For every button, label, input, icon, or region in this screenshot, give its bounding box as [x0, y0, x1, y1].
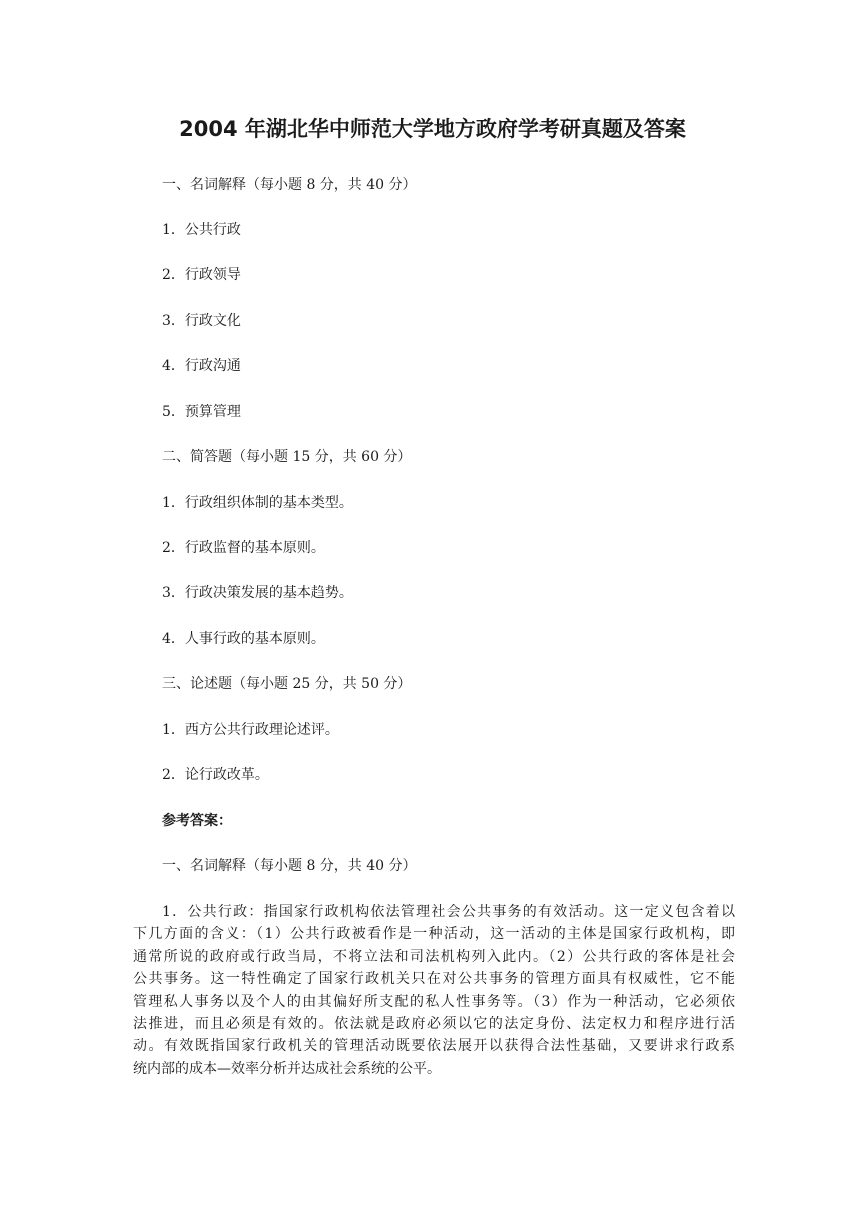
paragraph-line: 通常所说的政府或行政当局，不将立法和司法机构列入此内。（2）公共行政的客体是社会: [133, 948, 735, 965]
answers-section-heading-1: 一、名词解释（每小题 8 分，共 40 分）: [162, 858, 417, 874]
question-item: 1．行政组织体制的基本类型。: [162, 495, 353, 511]
paragraph-line: 统内部的成本—效率分析并达成社会系统的公平。: [133, 1060, 441, 1077]
question-item: 4．人事行政的基本原则。: [162, 631, 325, 647]
question-item: 2．行政监督的基本原则。: [162, 540, 325, 556]
paragraph-line: 公共事务。这一特性确定了国家行政机关只在对公共事务的管理方面具有权威性，它不能: [133, 971, 735, 988]
paragraph-line: 1．公共行政：指国家行政机构依法管理社会公共事务的有效活动。这一定义包含着以: [162, 904, 735, 920]
question-item: 1．公共行政: [162, 222, 241, 238]
section-heading-2: 二、简答题（每小题 15 分，共 60 分）: [162, 449, 412, 465]
question-item: 1．西方公共行政理论述评。: [162, 722, 339, 738]
section-heading-3: 三、论述题（每小题 25 分，共 50 分）: [162, 676, 412, 692]
answers-label: 参考答案：: [162, 813, 232, 829]
question-item: 5．预算管理: [162, 404, 241, 420]
paragraph-line: 动。有效既指国家行政机关的管理活动既要依法展开以获得合法性基础，又要讲求行政系: [133, 1038, 735, 1055]
section-heading-1: 一、名词解释（每小题 8 分，共 40 分）: [162, 177, 417, 193]
paragraph-line: 法推进，而且必须是有效的。依法就是政府必须以它的法定身份、法定权力和程序进行活: [133, 1016, 735, 1033]
question-item: 4．行政沟通: [162, 358, 241, 374]
question-item: 2．行政领导: [162, 267, 241, 283]
paragraph-line: 管理私人事务以及个人的由其偏好所支配的私人性事务等。（3）作为一种活动，它必须依: [133, 993, 735, 1010]
paragraph-line: 下几方面的含义：（1）公共行政被看作是一种活动，这一活动的主体是国家行政机构，即: [133, 926, 735, 943]
answer-paragraph-public-administration: [133, 901, 735, 1080]
document-title: 2004 年湖北华中师范大学地方政府学考研真题及答案: [179, 117, 686, 141]
question-item: 3．行政文化: [162, 313, 241, 329]
question-item: 2．论行政改革。: [162, 767, 269, 783]
question-item: 3．行政决策发展的基本趋势。: [162, 585, 353, 601]
